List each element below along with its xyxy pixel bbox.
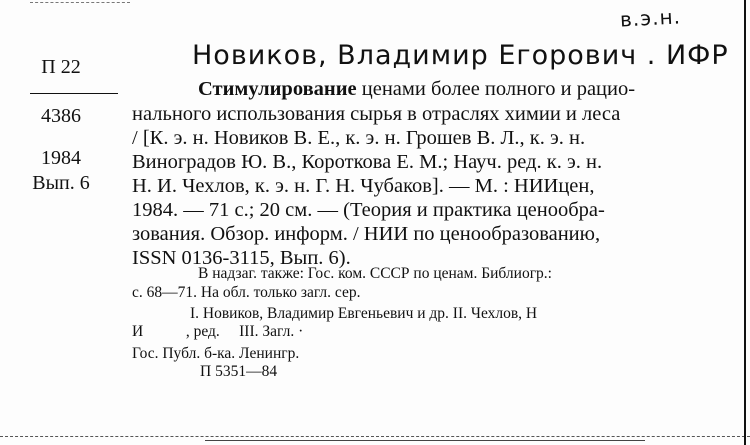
- card-number: П 5351—84: [200, 363, 278, 380]
- entry-line-5: Н. И. Чехлов, к. э. н. Г. Н. Чубаков]. — М. : НИИцен,: [132, 175, 595, 197]
- entry-line-6: 1984. — 71 с.; 20 см. — (Теория и практика ценообра-: [132, 199, 605, 221]
- note-line-1: В надзаг. также: Гос. ком. СССР по ценам. Библиогр.:: [198, 265, 552, 282]
- year: 1984: [41, 147, 81, 169]
- bottom-dashed-edge: [0, 436, 750, 438]
- issue-number: Вып. 6: [32, 172, 90, 194]
- top-dashed-edge: [30, 2, 130, 4]
- shelfmark-rule: [30, 93, 118, 94]
- library-name: Гос. Публ. б-ка. Ленингр.: [132, 345, 300, 362]
- entry-line-2: нального использования сырья в отраслях химии и леса: [132, 103, 621, 125]
- bottom-rule: [205, 440, 645, 441]
- tracing-line-2: И , ред. III. Загл. ·: [132, 323, 304, 340]
- entry-title: Стимулирование: [198, 78, 357, 100]
- right-card-edge: [744, 0, 746, 445]
- handwritten-corner-mark: в.э.н.: [619, 4, 682, 32]
- entry-line-4: Виноградов Ю. В., Короткова Е. М.; Науч. ред. к. э. н.: [132, 151, 603, 173]
- entry-line-7: зования. Обзор. информ. / НИИ по ценообразованию,: [132, 223, 601, 245]
- tracing-line-1: I. Новиков, Владимир Евгеньевич и др. II. Чехлов, Н: [190, 305, 538, 322]
- note-line-2: с. 68—71. На обл. только загл. сер.: [132, 284, 361, 301]
- entry-line-8: ISSN 0136-3115, Вып. 6).: [132, 247, 351, 269]
- class-code: П 22: [41, 56, 81, 78]
- entry-line-1-rest: ценами более полного и рацио-: [356, 78, 636, 100]
- handwritten-author-name: Новиков, Владимир Егорович . ИФР: [192, 40, 729, 71]
- entry-line-1: [198, 77, 635, 101]
- entry-line-3: / [К. э. н. Новиков В. Е., к. э. н. Грошев В. Л., к. э. н.: [132, 127, 586, 149]
- shelf-number: 4386: [41, 105, 81, 127]
